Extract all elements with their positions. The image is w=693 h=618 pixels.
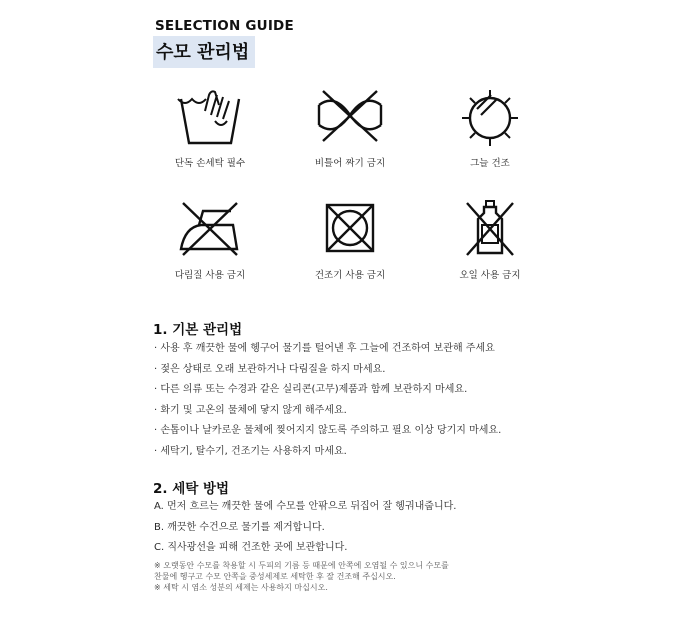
page-title: 수모 관리법 (153, 36, 255, 68)
list-item: B. 깨끗한 수건으로 물기를 제거합니다. (154, 521, 325, 533)
care-item-no-oil (420, 197, 560, 281)
washing-notes (154, 560, 449, 593)
care-label-no-wring: 비틀어 짜기 금지 (314, 158, 386, 169)
no-wring-icon (315, 85, 385, 147)
note-line: ※ 오랫동안 수모를 착용할 시 두피의 기름 등 때문에 안쪽에 오염될 수 있으니 수모를 (154, 561, 449, 570)
care-item-dry-in-shade (420, 85, 560, 169)
list-item: · 다른 의류 또는 수경과 같은 실리콘(고무)제품과 함께 보관하지 마세요. (154, 384, 468, 395)
care-label-no-oil: 오일 사용 금지 (459, 270, 521, 281)
care-item-hand-wash (140, 85, 280, 169)
care-item-no-iron (140, 197, 280, 281)
no-oil-icon (455, 197, 525, 259)
note-line: 찬물에 헹구고 수모 안쪽을 중성세제로 세탁한 후 잘 건조해 주십시오. (154, 572, 396, 581)
section-eyebrow: SELECTION GUIDE (155, 18, 294, 34)
care-label-dry-in-shade: 그늘 건조 (470, 158, 510, 169)
hand-wash-icon (175, 85, 245, 147)
list-item: C. 직사광선을 피해 건조한 곳에 보관합니다. (154, 542, 348, 553)
list-item: · 사용 후 깨끗한 물에 헹구어 물기를 털어낸 후 그늘에 건조하여 보관해 주세요 (154, 343, 495, 354)
list-item: A. 먼저 흐르는 깨끗한 물에 수모를 안팎으로 뒤집어 잘 헹궈내줍니다. (154, 501, 457, 512)
list-item: · 젖은 상태로 오래 보관하거나 다림질을 하지 마세요. (154, 363, 386, 375)
care-label-no-tumble-dry: 건조기 사용 금지 (314, 270, 386, 281)
care-label-no-iron: 다림질 사용 금지 (174, 270, 246, 281)
no-iron-icon (175, 197, 245, 259)
care-item-no-tumble-dry (280, 197, 420, 281)
list-item: · 세탁기, 탈수기, 건조기는 사용하지 마세요. (154, 445, 347, 457)
list-item: · 손톱이나 날카로운 물체에 찢어지지 않도록 주의하고 필요 이상 당기지 마세요. (154, 425, 502, 436)
list-item: · 화기 및 고온의 물체에 닿지 않게 해주세요. (154, 404, 347, 416)
no-tumble-dry-icon (315, 197, 385, 259)
washing-list (154, 497, 456, 559)
washing-title: 2. 세탁 방법 (153, 481, 230, 497)
note-line: ※ 세탁 시 염소 성분의 세제는 사용하지 마십시오. (154, 583, 328, 592)
basic-care-list (154, 339, 501, 462)
care-label-hand-wash: 단독 손세탁 필수 (174, 158, 246, 169)
care-item-no-wring (280, 85, 420, 169)
basic-care-title: 1. 기본 관리법 (153, 322, 243, 338)
dry-in-shade-icon (455, 85, 525, 147)
